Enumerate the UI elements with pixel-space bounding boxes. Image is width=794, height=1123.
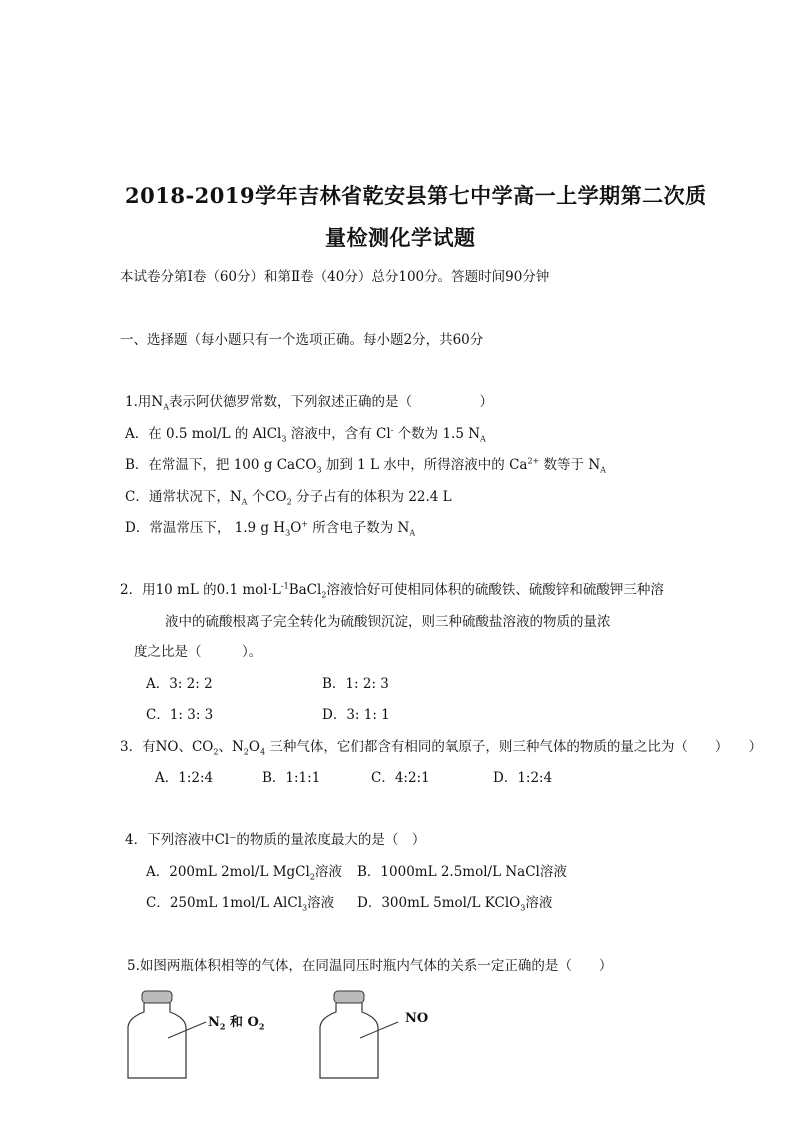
q3-option-c: C．4:2:1 [371,770,430,786]
bottle-stopper-1 [142,991,172,1003]
q1-option-b: B．在常温下，把 100 g CaCO$_3$ 加到 1 L 水中，所得溶液中的 $Ca^{2+}$ 数等于 $N_A$ [125,456,606,475]
bottle-stopper-2 [334,991,364,1003]
q2-option-b: B．1: 2: 3 [322,676,389,692]
q4-option-a: A．200mL 2mol/L MgCl$_2$溶液 [146,864,342,882]
exam-intro: 本试卷分第Ⅰ卷（60分）和第Ⅱ卷（40分）总分100分。答题时间90分钟 [120,269,550,285]
q4-stem: 4．下列溶液中Cl⁻的物质的量浓度最大的是（ ） [125,832,426,848]
bottle-body-2 [320,1003,378,1078]
bottle-1-label: $N_2$ 和 $O_2$ [208,1015,265,1032]
gas-bottle-2-figure [312,988,412,1080]
q2-stem-line3: 度之比是（ ）。 [134,644,263,660]
q4-option-c: C．250mL 1mol/L AlCl$_3$溶液 [146,895,335,913]
q1-option-a: A．在 0.5 mol/L 的 AlCl$_3$ 溶液中，含有 Cl- 个数为 1.5 $N_A$ [125,425,486,444]
q2-option-d: D．3: 1: 1 [322,707,390,723]
q4-option-d: D．300mL 5mol/L KClO$_3$溶液 [357,895,553,913]
q1-option-c: C．通常状况下，$N_A$ 个$CO_2$ 分子占有的体积为 22.4 L [125,489,452,507]
q2-option-c: C．1: 3: 3 [146,707,214,723]
q1-stem: 1.用$N_A$表示阿伏德罗常数，下列叙述正确的是（ ） [125,394,493,412]
q2-option-a: A．3: 2: 2 [146,676,213,692]
q3-option-d: D．1:2:4 [493,770,553,786]
q2-stem-line1: 2．用10 mL 的0.1 $mol\cdot L^{-1}BaCl_2$溶液恰好可使相同体积的硫酸铁、硫酸锌和硫酸钾三种溶 [120,581,664,600]
gas-bottle-1-figure [120,988,220,1080]
bottle-pointer-2 [360,1022,398,1038]
q5-stem: 5.如图两瓶体积相等的气体，在同温同压时瓶内气体的关系一定正确的是（ ） [127,958,613,974]
q1-option-d: D．常温常压下， 1.9 g $H_3O^+$ 所含电子数为 $N_A$ [125,519,416,538]
bottle-pointer-1 [168,1022,206,1038]
q2-stem-line2: 液中的硫酸根离子完全转化为硫酸钡沉淀，则三种硫酸盐溶液的物质的量浓 [165,614,611,630]
section-heading: 一、选择题（每小题只有一个选项正确。每小题2分，共60分 [120,332,484,348]
page-title-line1: 2018-2019学年吉林省乾安县第七中学高一上学期第二次质 [125,183,707,208]
bottle-2-label: NO [405,1011,429,1026]
page-title-line2: 量检测化学试题 [325,225,476,250]
bottle-body-1 [128,1003,186,1078]
q4-option-b: B．1000mL 2.5mol/L NaCl溶液 [357,864,567,880]
q3-stem: 3．有NO、$CO_2$、$N_2O_4$ 三种气体，它们都含有相同的氧原子，则三种气体的物质的量之比为（ ） ） [120,739,763,757]
q3-option-b: B．1:1:1 [262,770,321,786]
q3-option-a: A．1:2:4 [155,770,214,786]
